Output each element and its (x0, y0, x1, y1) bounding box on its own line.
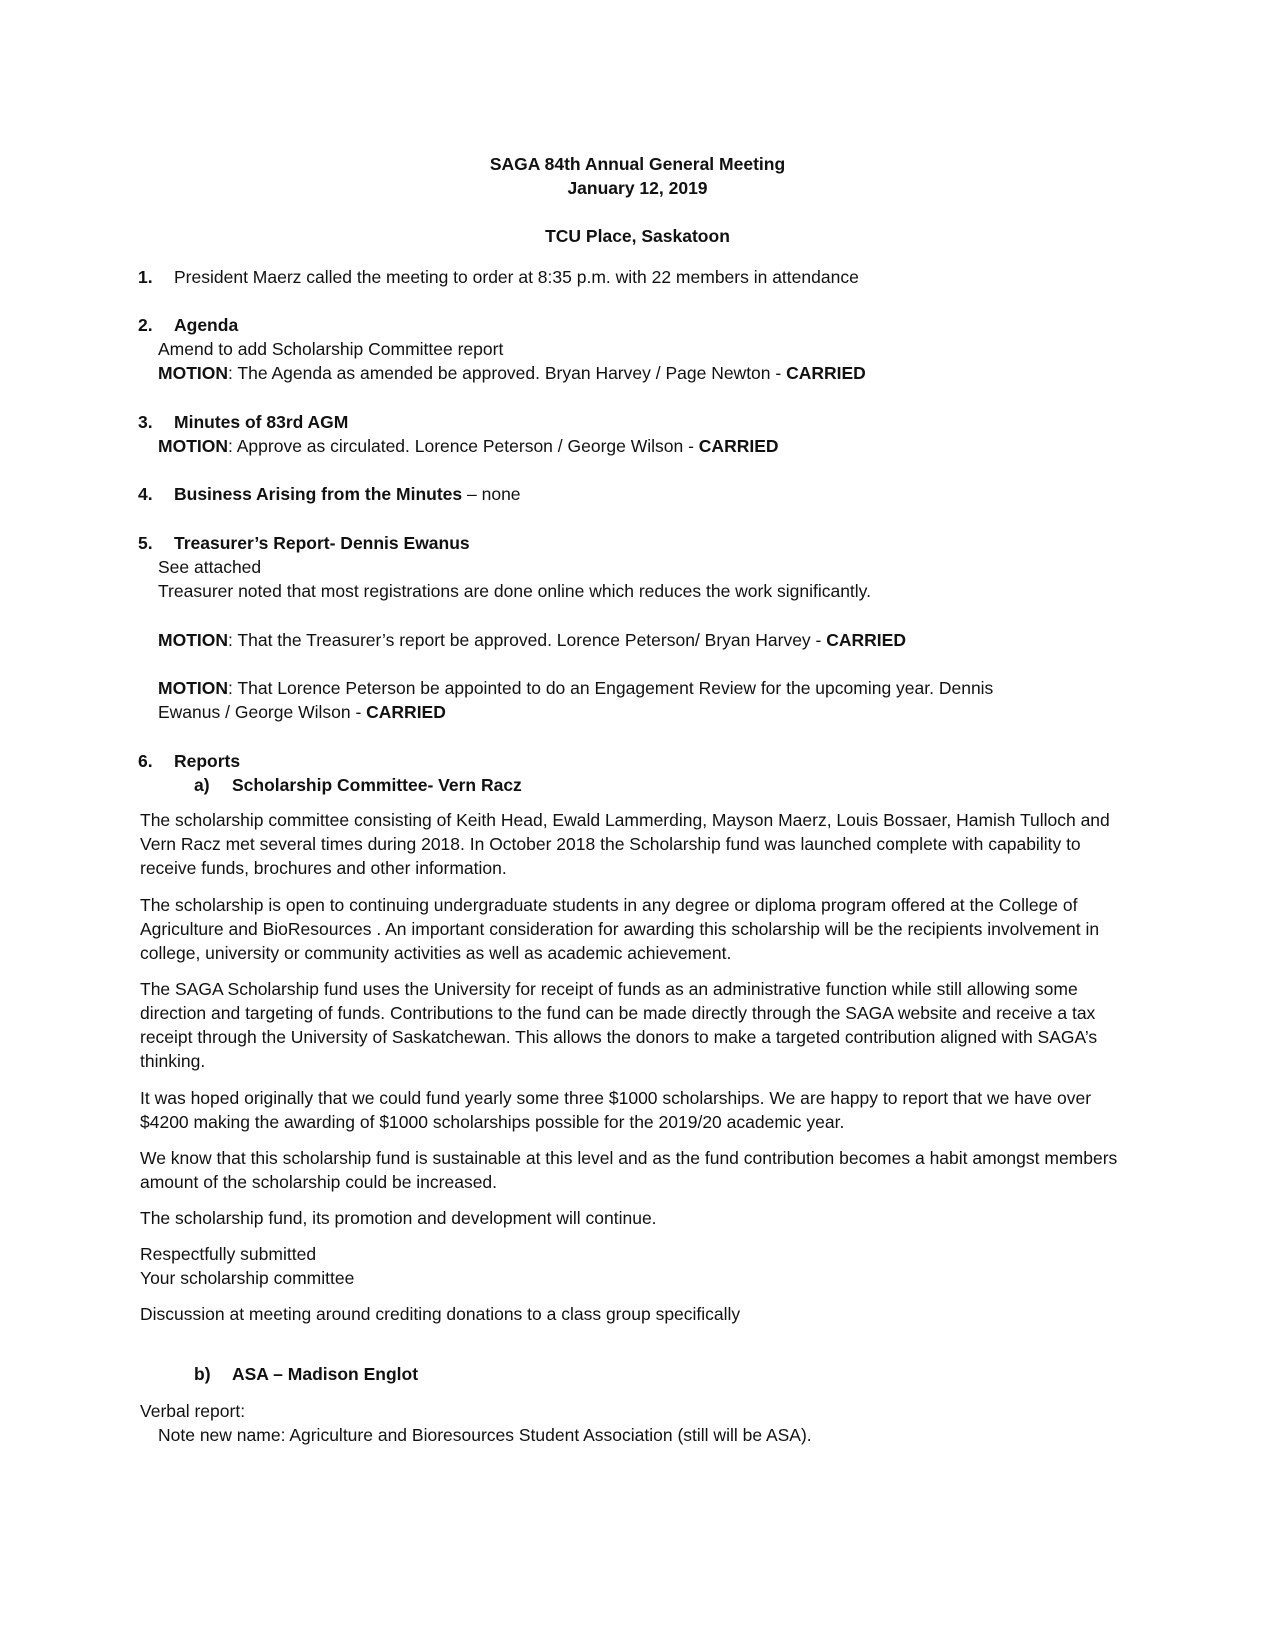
discussion-note: Discussion at meeting around crediting donations to a class group specifically (140, 1304, 741, 1324)
treasurer-see-attached: See attached (158, 557, 262, 577)
sub-heading: ASA – Madison Englot (232, 1364, 419, 1384)
item-number: 6. (138, 751, 153, 771)
sub-heading: Scholarship Committee- Vern Racz (232, 775, 522, 795)
motion-label: MOTION (158, 363, 228, 383)
subheading-scholarship (194, 773, 522, 797)
item-2-heading (138, 313, 1148, 337)
motion-result: CARRIED (366, 702, 446, 722)
item-text: President Maerz called the meeting to order at 8:35 p.m. with 22 members in attendance (174, 267, 859, 287)
motion-result: CARRIED (826, 630, 906, 650)
verbal-report-label: Verbal report: (140, 1401, 246, 1421)
item-heading: Agenda (174, 315, 239, 335)
item-text: – none (462, 484, 521, 504)
item-number: 5. (138, 533, 153, 553)
scholarship-paragraph-3: The SAGA Scholarship fund uses the University for receipt of funds as an administrative function while still allowing some direction and targeting of funds. Contributions to the fund can be made directly through the SAGA website and receive a tax receipt through the University of Saskatchewan. This allows the donors to make a targeted contribution aligned with SAGA’s thinking. (140, 979, 1098, 1071)
item-number: 1. (138, 267, 153, 287)
item-6-heading (138, 749, 1148, 773)
signoff-line-2: Your scholarship committee (140, 1268, 355, 1288)
item-3-heading (138, 410, 1148, 434)
treasurer-motion-1 (158, 628, 1148, 652)
minutes-motion (158, 434, 1148, 458)
item-1 (138, 265, 1148, 289)
agenda-motion (158, 361, 1148, 385)
meeting-title: SAGA 84th Annual General Meeting (489, 154, 786, 174)
meeting-date: January 12, 2019 (567, 178, 708, 198)
asa-name-note: Note new name: Agriculture and Bioresources Student Association (still will be ASA). (158, 1425, 812, 1445)
scholarship-paragraph-5: We know that this scholarship fund is sustainable at this level and as the fund contribution becomes a habit amongst members amount of the scholarship could be increased. (140, 1148, 1118, 1192)
motion-label: MOTION (158, 678, 228, 698)
item-heading: Reports (174, 751, 241, 771)
item-heading: Minutes of 83rd AGM (174, 412, 349, 432)
agenda-amend-line: Amend to add Scholarship Committee report (158, 339, 504, 359)
motion-text: : The Agenda as amended be approved. Bryan Harvey / Page Newton - (228, 363, 787, 383)
item-number: 2. (138, 315, 153, 335)
motion-text: : That Lorence Peterson be appointed to do an Engagement Review for the upcoming year. Dennis (228, 678, 994, 698)
scholarship-paragraph-6: The scholarship fund, its promotion and development will continue. (140, 1208, 657, 1228)
motion-text: : That the Treasurer’s report be approved. Lorence Peterson/ Bryan Harvey - (228, 630, 827, 650)
item-number: 3. (138, 412, 153, 432)
motion-text: : Approve as circulated. Lorence Peterson / George Wilson - (228, 436, 699, 456)
motion-text: Ewanus / George Wilson - (158, 702, 367, 722)
treasurer-note: Treasurer noted that most registrations are done online which reduces the work significantly. (158, 581, 871, 601)
item-5-heading (138, 531, 1148, 555)
sub-letter: b) (194, 1364, 211, 1384)
sub-letter: a) (194, 775, 210, 795)
motion-result: CARRIED (698, 436, 779, 456)
motion-label: MOTION (158, 630, 228, 650)
signoff-line-1: Respectfully submitted (140, 1244, 317, 1264)
item-number: 4. (138, 484, 153, 504)
treasurer-motion-2 (158, 676, 1148, 700)
item-heading: Business Arising from the Minutes (174, 484, 463, 504)
scholarship-paragraph-1: The scholarship committee consisting of Keith Head, Ewald Lammerding, Mayson Maerz, Louis Bossaer, Hamish Tulloch and Vern Racz met several times during 2018. In October 2018 the Scholarship fund was launched complete with capability to receive funds, brochures and other information. (140, 810, 1110, 878)
item-4 (138, 482, 1148, 506)
meeting-venue: TCU Place, Saskatoon (545, 226, 730, 246)
treasurer-motion-2-cont (158, 700, 1148, 724)
scholarship-paragraph-2: The scholarship is open to continuing undergraduate students in any degree or diploma program offered at the College of Agriculture and BioResources . An important consideration for awarding this scholarship will be the recipients involvement in college, university or community activities as well as academic achievement. (140, 895, 1100, 963)
item-heading: Treasurer’s Report- Dennis Ewanus (174, 533, 470, 553)
scholarship-paragraph-4: It was hoped originally that we could fund yearly some three $1000 scholarships. We are happy to report that we have over $4200 making the awarding of $1000 scholarships possible for the 2019/20 academic year. (140, 1088, 1092, 1132)
motion-label: MOTION (158, 436, 228, 456)
motion-result: CARRIED (786, 363, 866, 383)
subheading-asa (194, 1362, 418, 1386)
